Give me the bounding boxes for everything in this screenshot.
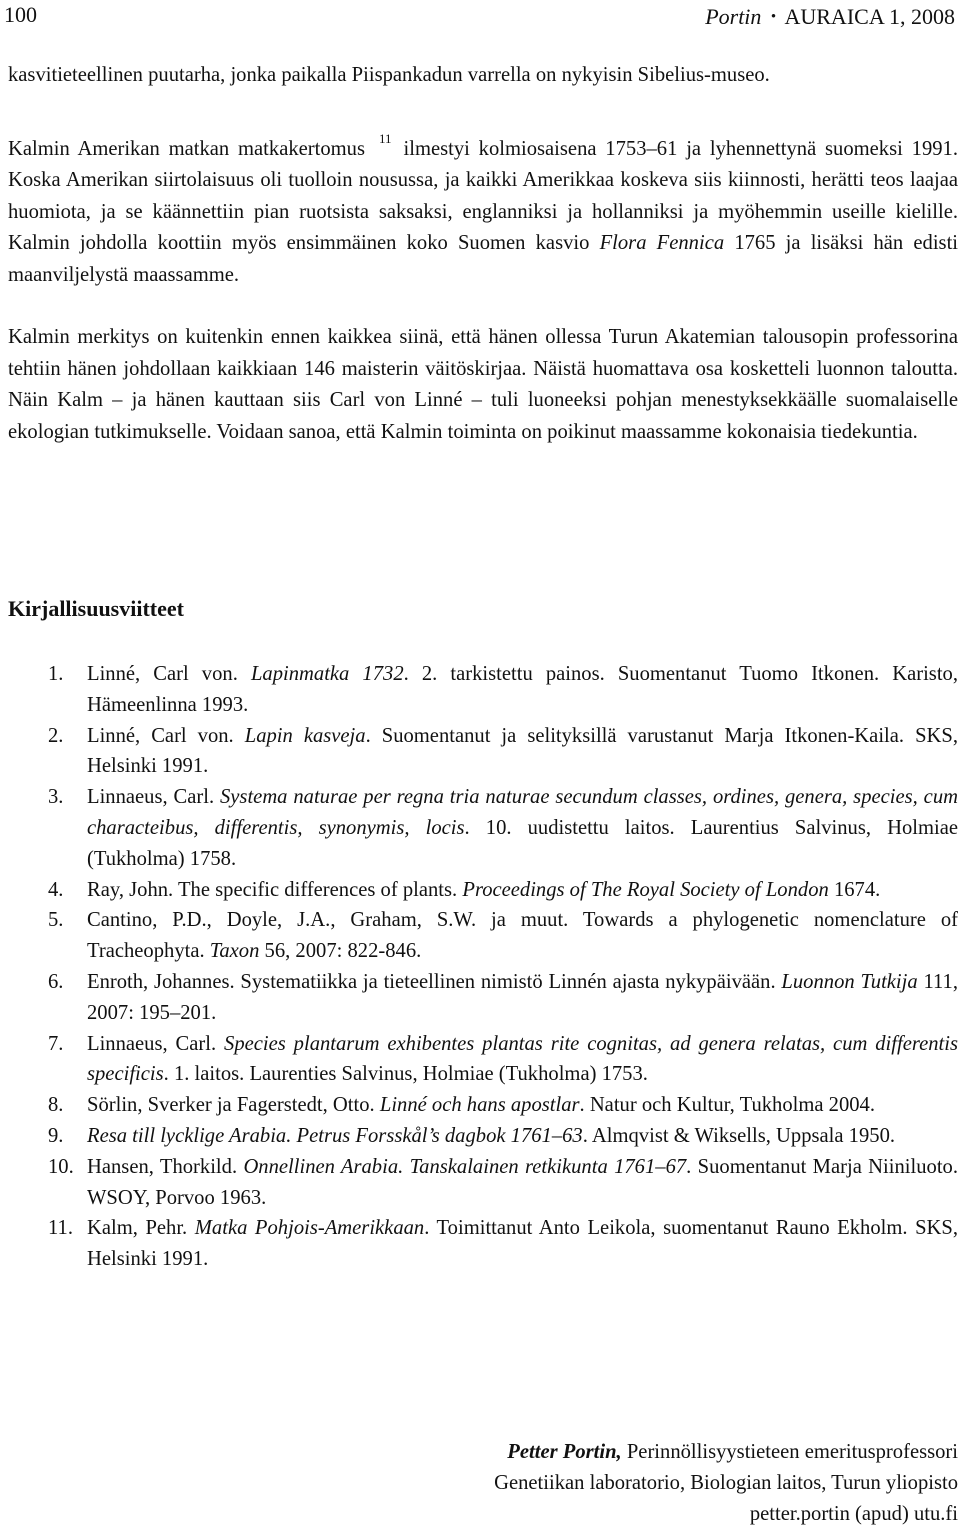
reference-authors: Kalm, Pehr. <box>87 1217 188 1240</box>
paragraph-2-italic: Flora Fennica <box>599 232 725 254</box>
reference-details: . Natur och Kultur, Tukholma 2004. <box>579 1094 876 1117</box>
reference-details: . 10. uudistettu laitos. Laurentius Salvinus, Holmiae (Tukholma) 1758. <box>87 816 958 870</box>
reference-details: 56, 2007: 822-846. <box>259 940 422 963</box>
reference-item <box>0 782 960 874</box>
running-head-author: Portin <box>705 4 762 29</box>
page-header <box>0 0 960 40</box>
reference-title: Onnellinen Arabia. Tanskalainen retkikunta 1761–67 <box>243 1155 687 1178</box>
reference-number: 5. <box>48 909 64 932</box>
paragraph-3: Kalmin merkitys on kuitenkin ennen kaikkea siinä, että hänen ollessa Turun Akatemian talousopin professorina tehtiin hänen johdollaan kaikkiaan 146 maisterin väitöskirjaa. Näistä huomattava osa kosketteli luonnon taloutta. Näin Kalm – ja hänen kauttaan siis Carl von Linné – tuli luoneeksi pohjan menestyksekkäälle suomalaiselle ekologian tutkimukselle. Voidaan sanoa, että Kalmin toiminta on poikinut maassamme kokonaisia tiedekuntia. <box>8 326 958 443</box>
reference-title: Linné och hans apostlar <box>379 1094 580 1117</box>
author-department: Genetiikan laboratorio, Biologian laitos, Turun yliopisto <box>494 1472 958 1494</box>
paragraph-1: kasvitieteellinen puutarha, jonka paikalla Piispankadun varrella on nykyisin Sibelius-museo. <box>8 64 770 86</box>
bullet-separator: • <box>770 9 777 25</box>
signature-line-1 <box>494 1437 958 1468</box>
reference-details: . Toimittanut Anto Leikola, suomentanut Rauno Ekholm. SKS, Helsinki 1991. <box>87 1217 959 1271</box>
reference-title: Species plantarum exhibentes plantas rite cognitas, ad genera relatas, cum differentis specificis <box>87 1032 959 1086</box>
body-text <box>8 60 958 448</box>
reference-details: . 2. tarkistettu painos. Suomentanut Tuomo Itkonen. Karisto, Hämeenlinna 1993. <box>87 663 958 716</box>
footnote-marker: 11 <box>378 130 392 146</box>
reference-title: Lapin kasveja <box>244 724 366 747</box>
reference-item <box>0 905 960 967</box>
reference-item <box>0 1029 960 1091</box>
author-email: petter.portin (apud) utu.fi <box>749 1503 958 1525</box>
reference-number: 9. <box>48 1124 64 1147</box>
reference-title: Resa till lycklige Arabia. Petrus Forsskål’s dagbok 1761–63 <box>87 1124 583 1147</box>
author-signature <box>494 1437 958 1530</box>
reference-title: Matka Pohjois-Amerikkaan <box>194 1217 425 1240</box>
reference-item <box>0 967 960 1029</box>
reference-item <box>0 1213 960 1275</box>
reference-item <box>0 1090 960 1121</box>
reference-number: 11. <box>48 1217 73 1240</box>
reference-authors: Linné, Carl von. <box>87 724 234 747</box>
reference-details: . Suomentanut ja selityksillä varustanut Marja Itkonen-Kaila. SKS, Helsinki 1991. <box>87 724 958 778</box>
reference-number: 7. <box>48 1032 64 1055</box>
paragraph-2-end: 1765 ja lisäksi hän edisti maanviljelystä maassamme. <box>8 232 959 286</box>
reference-details: . 1. laitos. Laurenties Salvinus, Holmiae (Tukholma) 1753. <box>163 1063 648 1086</box>
references-heading: Kirjallisuusviitteet <box>8 596 184 621</box>
reference-authors: Ray, John. The specific differences of plants. <box>87 878 458 901</box>
reference-title: Systema naturae per regna tria naturae secundum classes, ordines, genera, species, cum characteibus, differentis, synonymis, locis <box>87 786 958 839</box>
paragraph-2-start: Kalmin Amerikan matkan matkakertomus <box>8 137 365 160</box>
reference-number: 10. <box>48 1155 74 1178</box>
reference-number: 1. <box>48 663 64 685</box>
reference-details: . Suomentanut Marja Niiniluoto. WSOY, Porvoo 1963. <box>87 1155 959 1209</box>
reference-number: 8. <box>48 1094 64 1117</box>
reference-details: 111, 2007: 195–201. <box>87 970 958 1024</box>
reference-authors: Linnaeus, Carl. <box>87 1032 217 1055</box>
reference-list <box>0 659 960 1275</box>
paragraph-2 <box>8 123 958 292</box>
reference-title: Luonnon Tutkija <box>781 970 918 993</box>
reference-details: 1674. <box>828 878 881 901</box>
author-name: Petter Portin, <box>507 1441 622 1463</box>
paragraph-2-main: ilmestyi kolmiosaisena 1753–61 ja lyhennettynä suomeksi 1991. Koska Amerikan siirtolaisuus oli tuolloin nousussa, ja kaikki Amerikkaa koskeva siis kiinnosti, herätti teos laajaa huomiota, ja se käännettiin pian ruotsista saksaksi, englanniksi ja hollanniksi ja myöhemmin useille kielille. Kalmin johdolla koottiin myös ensimmäinen koko Suomen kasvio <box>8 137 958 254</box>
reference-number: 2. <box>48 724 64 747</box>
page-number: 100 <box>4 2 37 27</box>
reference-number: 6. <box>48 970 64 993</box>
reference-authors: Cantino, P.D., Doyle, J.A., Graham, S.W. ja muut. Towards a phylogenetic nomenclature of Tracheophyta. <box>87 909 958 963</box>
reference-item <box>0 1152 960 1214</box>
reference-item <box>0 721 960 783</box>
reference-authors: Hansen, Thorkild. <box>87 1155 238 1178</box>
reference-item <box>0 1121 960 1152</box>
reference-number: 4. <box>48 878 64 901</box>
reference-item <box>0 875 960 906</box>
running-head <box>705 4 955 30</box>
reference-authors: Linnaeus, Carl. <box>87 786 215 809</box>
reference-item <box>0 659 960 721</box>
reference-authors: Enroth, Johannes. Systematiikka ja tieteellinen nimistö Linnén ajasta nykypäivään. <box>87 970 776 993</box>
author-title: Perinnöllisyystieteen emeritusprofessori <box>626 1441 958 1463</box>
reference-title: Lapinmatka 1732 <box>250 663 404 685</box>
reference-title: Proceedings of The Royal Society of London <box>462 878 829 901</box>
running-head-journal: AURAICA 1, 2008 <box>784 4 955 29</box>
reference-authors: Sörlin, Sverker ja Fagerstedt, Otto. <box>87 1094 375 1117</box>
reference-title: Taxon <box>209 940 260 963</box>
reference-authors: Linné, Carl von. <box>87 663 238 685</box>
reference-number: 3. <box>48 786 64 809</box>
reference-details: . Almqvist & Wiksells, Uppsala 1950. <box>582 1124 896 1147</box>
